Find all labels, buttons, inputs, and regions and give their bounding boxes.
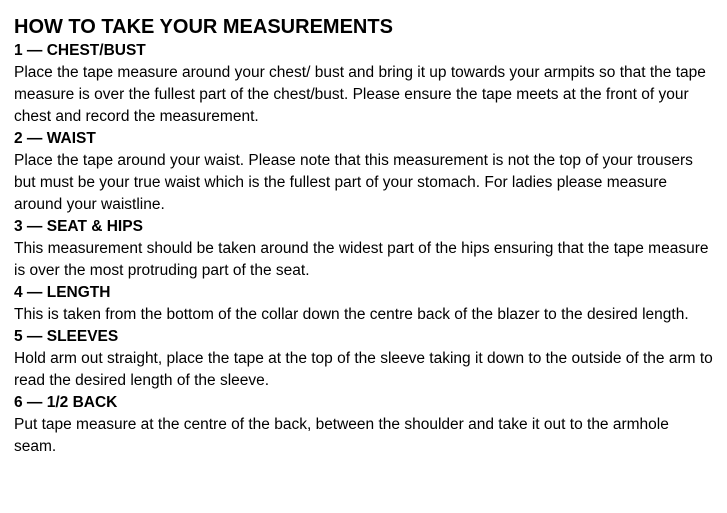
section-seat-hips [14,216,713,282]
section-chest-bust [14,40,713,128]
section-length [14,282,713,326]
section-body: Put tape measure at the centre of the back, between the shoulder and take it out to the armhole seam. [14,416,669,455]
page-title: HOW TO TAKE YOUR MEASUREMENTS [14,16,393,38]
section-heading: 5 — SLEEVES [14,328,119,345]
section-half-back [14,392,713,458]
section-heading: 3 — SEAT & HIPS [14,218,143,235]
section-body: Hold arm out straight, place the tape at the top of the sleeve taking it down to the outside of the arm to read the desired length of the sleeve. [14,350,713,389]
section-body: Place the tape measure around your chest/ bust and bring it up towards your armpits so that the tape measure is over the fullest part of the chest/bust. Please ensure the tape meets at the front of your chest and record the measurement. [14,64,706,125]
section-waist [14,128,713,216]
section-body: This measurement should be taken around the widest part of the hips ensuring that the tape measure is over the most protruding part of the seat. [14,240,709,279]
section-heading: 4 — LENGTH [14,284,111,301]
section-sleeves [14,326,713,392]
section-heading: 2 — WAIST [14,130,96,147]
section-body: This is taken from the bottom of the collar down the centre back of the blazer to the desired length. [14,306,689,323]
section-heading: 6 — 1/2 BACK [14,394,118,411]
section-heading: 1 — CHEST/BUST [14,42,146,59]
section-body: Place the tape around your waist. Please note that this measurement is not the top of your trousers but must be your true waist which is the fullest part of your stomach. For ladies please measure around your waistline. [14,152,693,213]
